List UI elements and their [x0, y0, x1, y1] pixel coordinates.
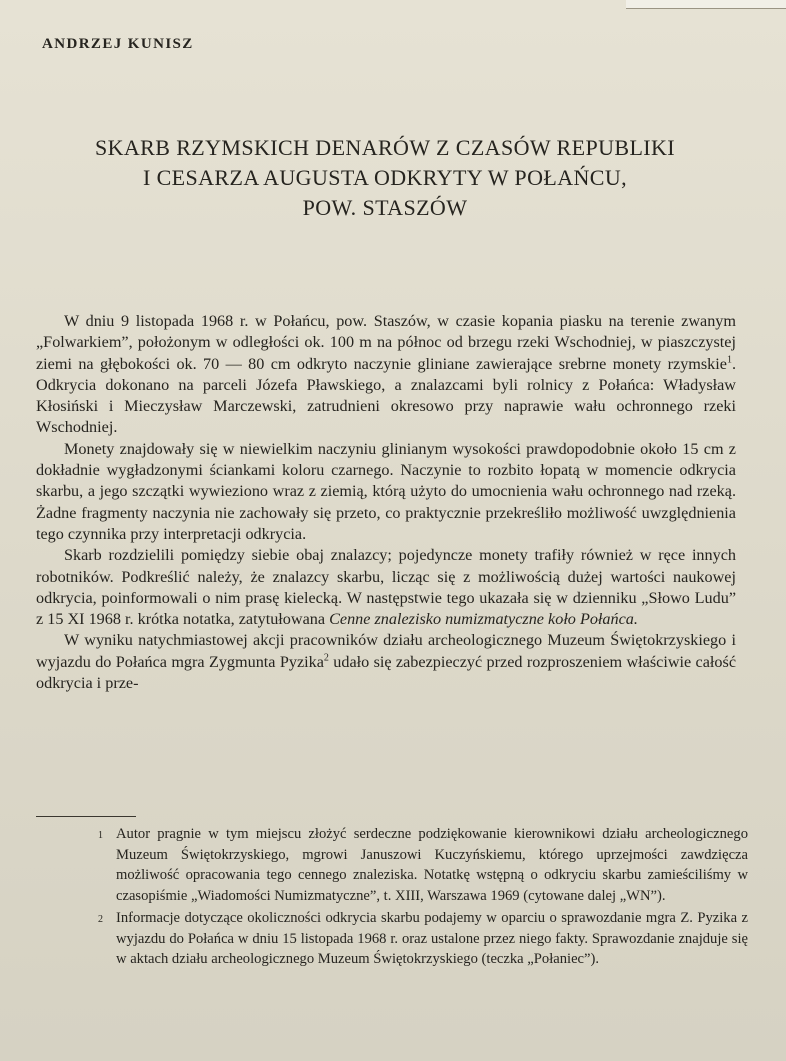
footnote-text: Autor pragnie w tym miejscu złożyć serdeczne podziękowanie kierownikowi działu archeologicznego Muzeum Świętokrzyskiego, mgrowi Januszowi Kuczyńskiemu, którego uprzejmości zawdzięcza możliwość opracowania tego cennego znaleziska. Notatkę wstępną o odkryciu skarbu zamieściliśmy w czasopiśmie „Wiadomości Numizmatyczne”, t. XIII, Warszawa 1969 (cytowane dalej „WN”). — [116, 826, 748, 904]
footnote-text: Informacje dotyczące okoliczności odkrycia skarbu podajemy w oparciu o sprawozdanie mgra Z. Pyzika z wyjazdu do Połańca w dniu 15 listopada 1968 r. oraz ustalone przez niego fakty. Sprawozdanie znajduje się w aktach działu archeologicznego Muzeum Świętokrzyskiego (teczka „Połaniec”). — [116, 910, 748, 967]
footnote-2 — [98, 908, 748, 970]
title-line-1: SKARB RZYMSKICH DENARÓW Z CZASÓW REPUBLIKI — [94, 135, 676, 160]
page-edge — [626, 0, 786, 9]
paragraph-3 — [36, 545, 736, 630]
paragraph-4 — [36, 630, 736, 694]
paragraph-3-text: Skarb rozdzielili pomiędzy siebie obaj znalazcy; pojedyncze monety trafiły również w ręce innych robotników. Podkreślić należy, że znalazcy skarbu, licząc się z możliwością dużej wartości naukowej odkrycia, poinformowali o nim prasę kielecką. W następstwie tego ukazała się w dzienniku „Słowo Ludu” z 15 XI 1968 r. krótka notatka, zatytułowana — [36, 546, 736, 629]
paragraph-1-text-b: . Odkrycia dokonano na parceli Józefa Pławskiego, a znalazcami byli rolnicy z Połańca: Władysław Kłosiński i Mieczysław Marczewski, zatrudnieni okresowo przy naprawie wału ochronnego rzeki Wschodniej. — [36, 354, 736, 437]
article-title — [50, 133, 720, 223]
footnotes — [98, 824, 748, 972]
author-name: ANDRZEJ KUNISZ — [42, 36, 194, 52]
footnote-ref-2[interactable]: 2 — [323, 652, 329, 664]
footnote-1 — [98, 824, 748, 906]
title-line-2: I CESARZA AUGUSTA ODKRYTY W POŁAŃCU, — [142, 165, 628, 190]
footnote-ref-1[interactable]: 1 — [726, 354, 732, 366]
title-line-3: POW. STASZÓW — [302, 195, 468, 220]
footnote-marker: 1 — [98, 830, 103, 841]
paragraph-4-text-a: W wyniku natychmiastowej akcji pracowników działu archeologicznego Muzeum Świętokrzyskiego i wyjazdu do Połańca mgra Zygmunta Pyzika — [36, 631, 736, 671]
paragraph-1 — [36, 311, 736, 439]
footnote-marker: 2 — [98, 914, 103, 925]
article-headline-italic: Cenne znalezisko numizmatyczne koło Połańca. — [329, 610, 638, 629]
paragraph-1-text-a: W dniu 9 listopada 1968 r. w Połańcu, pow. Staszów, w czasie kopania piasku na terenie zwanym „Folwarkiem”, położonym w odległości ok. 100 m na północ od brzegu rzeki Wschodniej, w piaszczystej ziemi na głębokości ok. 70 — 80 cm odkryto naczynie gliniane zawierające srebrne monety rzymskie — [36, 312, 736, 373]
article-body — [36, 311, 736, 694]
paragraph-2: Monety znajdowały się w niewielkim naczyniu glinianym wysokości prawdopodobnie około 15 cm z dokładnie wygładzonymi ściankami koloru czarnego. Naczynie to rozbito łopatą w momencie odkrycia skarbu, a jego szczątki wywieziono wraz z ziemią, którą użyto do umocnienia wału ochronnego nad rzeką. Żadne fragmenty naczynia nie zachowały się przeto, co praktycznie przekreśliło możliwość uwzględnienia tego czynnika przy interpretacji odkrycia. — [36, 439, 736, 543]
paragraph-4-text-b: udało się zabezpieczyć przed rozproszeniem właściwie całość odkrycia i prze- — [36, 652, 736, 693]
footnote-divider — [36, 816, 136, 817]
